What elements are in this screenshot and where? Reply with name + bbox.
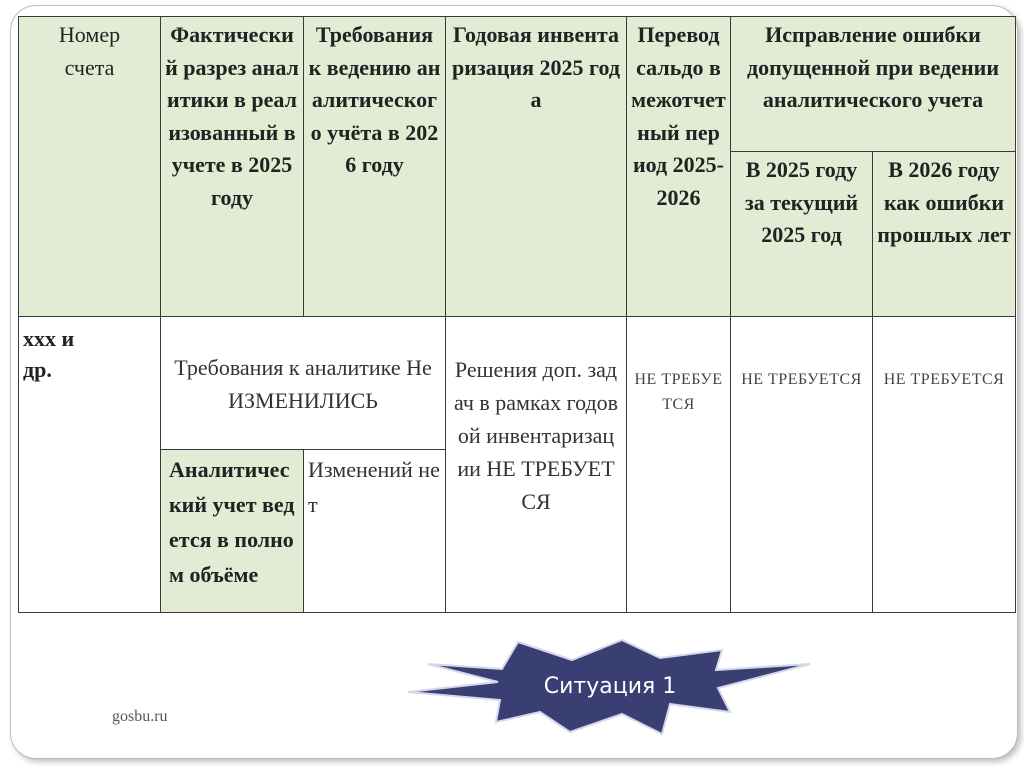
no-changes-text: Изменений нет [308, 457, 440, 517]
requirements-unchanged-text: Требования к аналитике Не ИЗМЕНИЛИСЬ [174, 355, 432, 413]
header-correction-2026-text: В 2026 году как ошибки прошлых лет [877, 157, 1011, 247]
correction-2026-not-required-text: НЕ ТРЕБУЕТСЯ [883, 371, 1005, 388]
cell-correction-2025-not-required [731, 317, 873, 613]
analytics-table [18, 16, 1016, 613]
cell-no-changes [304, 450, 446, 613]
cell-account-id [19, 317, 161, 613]
header-correction-2026 [873, 152, 1016, 317]
header-actual-analytics-text: Фактический разрез аналитики в реализованный в учете в 2025 году [165, 22, 299, 210]
account-id-text: ххх и др. [23, 326, 75, 382]
header-account-number-text: Номер счета [58, 22, 121, 80]
cell-balance-not-required [627, 317, 731, 613]
balance-not-required-text: НЕ ТРЕБУЕТСЯ [634, 371, 723, 413]
analytics-full-text: Аналитический учет ведется в полном объёме [169, 457, 295, 587]
header-error-correction [731, 17, 1016, 152]
inventory-decision-text: Решения доп. задач в рамках годовой инвентаризации НЕ ТРЕБУЕТСЯ [453, 357, 619, 514]
header-correction-2025-text: В 2025 году за текущий 2025 год [744, 157, 859, 247]
header-account-number [19, 17, 161, 317]
correction-2025-not-required-text: НЕ ТРЕБУЕТСЯ [741, 371, 862, 388]
header-correction-2025 [731, 152, 873, 317]
header-error-correction-text: Исправление ошибки допущенной при ведении аналитического учета [746, 22, 1000, 112]
cell-inventory-decision [446, 317, 627, 613]
header-annual-inventory [446, 17, 627, 317]
cell-requirements-unchanged [161, 317, 446, 450]
header-annual-inventory-text: Годовая инвентаризация 2025 года [452, 22, 620, 112]
footer-source: gosbu.ru [112, 708, 168, 725]
header-balance-transfer-text: Перевод сальдо в межотчетный период 2025-2026 [631, 22, 726, 210]
situation-callout [400, 636, 820, 736]
cell-analytics-full [161, 450, 304, 613]
header-requirements-2026 [304, 17, 446, 317]
header-requirements-2026-text: Требования к ведению аналитического учёта в 2026 году [308, 22, 441, 177]
cell-correction-2026-not-required [873, 317, 1016, 613]
header-balance-transfer [627, 17, 731, 317]
header-actual-analytics [161, 17, 304, 317]
situation-label: Ситуация 1 [543, 674, 677, 699]
